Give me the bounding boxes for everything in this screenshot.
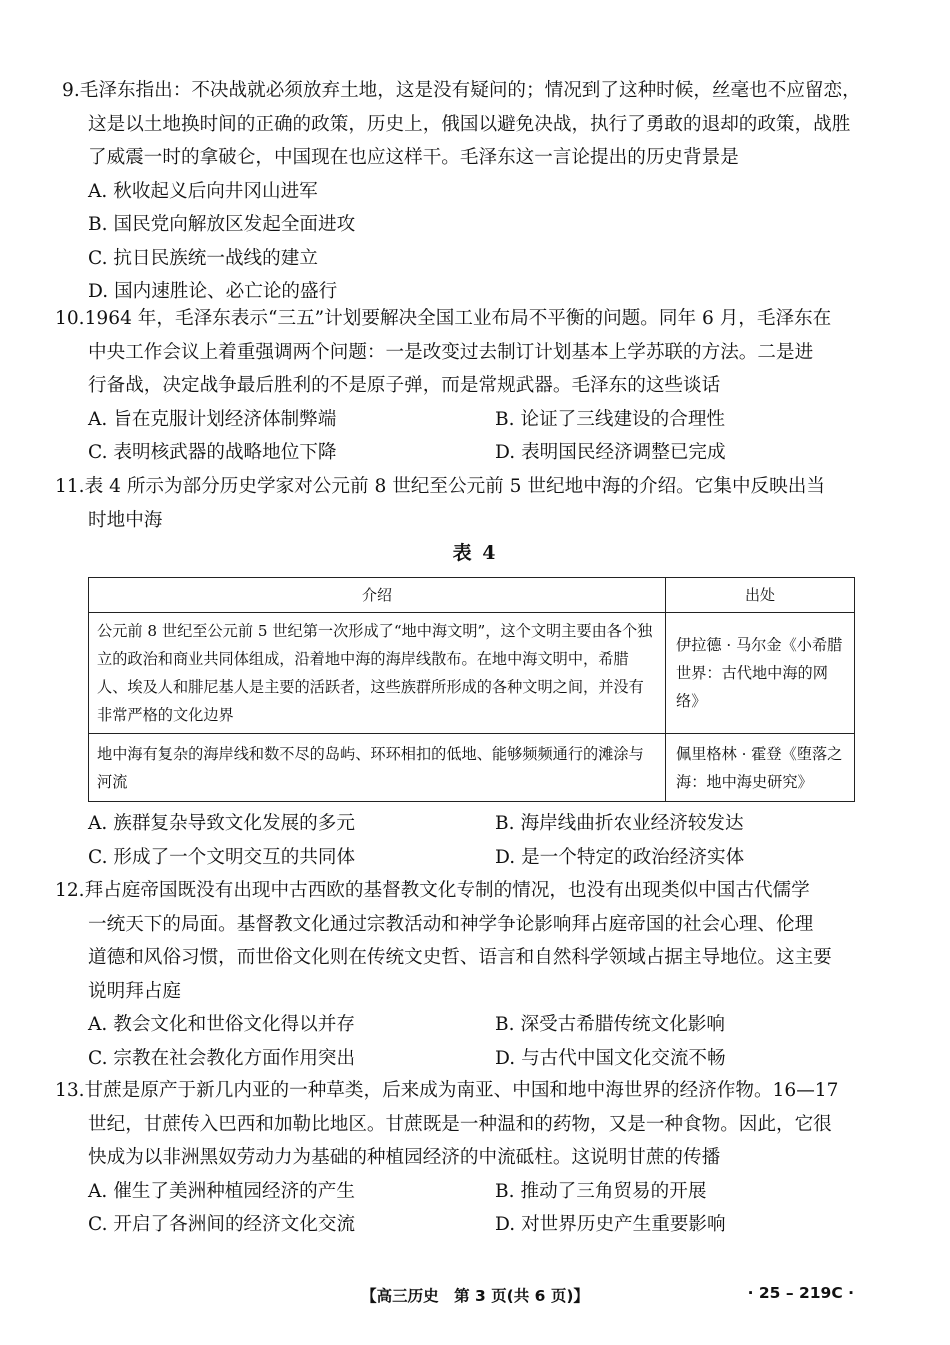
question-10-options: [55, 403, 865, 470]
stem-line: 甘蔗是原产于新几内亚的一种草类，后来成为南亚、中国和地中海世界的经济作物。16—17: [84, 1080, 839, 1101]
option-a: A. 族群复杂导致文化发展的多元: [88, 813, 355, 834]
table-cell-intro: 公元前 8 世纪至公元前 5 世纪第一次形成了“地中海文明”，这个文明主要由各个独立的政治和商业共同体组成，沿着地中海的海岸线散布。在地中海文明中，希腊人、埃及人和腓尼基人是主要的活跃者，这些族群所形成的各种文明之间，并没有非常严格的文化边界: [89, 613, 666, 734]
question-13: [55, 1074, 865, 1242]
question-13-stem: [55, 1074, 865, 1175]
stem-line: 中央工作会议上着重强调两个问题：一是改变过去制订计划基本上学苏联的方法。二是进: [88, 341, 814, 363]
table-header-intro: 介绍: [89, 578, 666, 613]
question-10-stem: [55, 302, 865, 403]
table-header-row: [89, 578, 855, 613]
question-11-stem: [55, 470, 865, 537]
option-a: A. 秋收起义后向井冈山进军: [88, 180, 318, 202]
table-4: [88, 577, 855, 802]
table-header-source: 出处: [666, 578, 855, 613]
question-number: 11.: [55, 476, 85, 497]
table-cell-intro: 地中海有复杂的海岸线和数不尽的岛屿、环环相扣的低地、能够频频通行的滩涂与河流: [89, 734, 666, 802]
question-9-options: [62, 175, 862, 309]
question-11-options: [55, 807, 865, 874]
stem-line: 快成为以非洲黑奴劳动力为基础的种植园经济的中流砥柱。这说明甘蔗的传播: [88, 1147, 721, 1168]
question-9: [62, 74, 862, 309]
table-row: [89, 613, 855, 734]
table-row: [89, 734, 855, 802]
question-11-options-block: [55, 807, 865, 874]
option-d: D. 表明国民经济调整已完成: [495, 442, 726, 463]
question-11: [55, 470, 865, 537]
option-b: B. 国民党向解放区发起全面进攻: [88, 214, 356, 235]
stem-line: 了威震一时的拿破仑，中国现在也应这样干。毛泽东这一言论提出的历史背景是: [88, 147, 739, 168]
table-title: 表 4: [452, 542, 498, 564]
stem-line: 时地中海: [88, 509, 163, 531]
question-number: 13.: [55, 1080, 85, 1101]
page-number-label: 【高三历史 第 3 页(共 6 页)】: [361, 1287, 589, 1305]
option-c: C. 表明核武器的战略地位下降: [88, 442, 337, 463]
stem-line: 一统天下的局面。基督教文化通过宗教活动和神学争论影响拜占庭帝国的社会心理、伦理: [88, 913, 814, 935]
stem-line: 这是以土地换时间的正确的政策，历史上，俄国以避免决战，执行了勇敢的退却的政策，战胜: [88, 113, 851, 135]
question-number: 10.: [55, 308, 85, 329]
stem-line: 世纪，甘蔗传入巴西和加勒比地区。甘蔗既是一种温和的药物，又是一种食物。因此，它很: [88, 1113, 832, 1135]
option-b: B. 论证了三线建设的合理性: [495, 408, 726, 430]
option-d: D. 对世界历史产生重要影响: [495, 1214, 726, 1235]
option-c: C. 宗教在社会教化方面作用突出: [88, 1047, 356, 1069]
question-13-options: [55, 1175, 865, 1242]
option-b: B. 推动了三角贸易的开展: [495, 1180, 707, 1202]
exam-code: · 25 – 219C ·: [747, 1284, 854, 1302]
stem-line: 毛泽东指出：不决战就必须放弃土地，这是没有疑问的；情况到了这种时候，丝毫也不应留恋，: [79, 80, 861, 101]
question-10: [55, 302, 865, 470]
table-cell-source: 伊拉德 · 马尔金《小希腊世界：古代地中海的网络》: [666, 613, 855, 734]
option-a: A. 旨在克服计划经济体制弊端: [88, 408, 337, 430]
option-d: D. 与古代中国文化交流不畅: [495, 1047, 726, 1069]
option-c: C. 形成了一个文明交互的共同体: [88, 846, 356, 868]
option-b: B. 海岸线曲折农业经济较发达: [495, 813, 744, 834]
stem-line: 行备战，决定战争最后胜利的不是原子弹，而是常规武器。毛泽东的这些谈话: [88, 375, 721, 396]
stem-line: 表 4 所示为部分历史学家对公元前 8 世纪至公元前 5 世纪地中海的介绍。它集中反映出当: [84, 476, 825, 497]
option-c: C. 开启了各洲间的经济文化交流: [88, 1214, 356, 1235]
question-number: 9.: [62, 80, 80, 101]
question-number: 12.: [55, 880, 85, 901]
option-a: A. 催生了美洲种植园经济的产生: [88, 1180, 355, 1202]
table-cell-source: 佩里格林 · 霍登《堕落之海：地中海史研究》: [666, 734, 855, 802]
option-c: C. 抗日民族统一战线的建立: [88, 247, 318, 269]
question-12-stem: [55, 874, 865, 1008]
stem-line: 拜占庭帝国既没有出现中古西欧的基督教文化专制的情况，也没有出现类似中国古代儒学: [84, 880, 810, 901]
option-d: D. 是一个特定的政治经济实体: [495, 846, 745, 868]
stem-line: 1964 年，毛泽东表示“三五”计划要解决全国工业布局不平衡的问题。同年 6 月，毛泽东在: [84, 308, 832, 329]
question-9-stem: [62, 74, 862, 175]
option-a: A. 教会文化和世俗文化得以并存: [88, 1014, 355, 1035]
question-12: [55, 874, 865, 1075]
stem-line: 说明拜占庭: [88, 980, 181, 1002]
stem-line: 道德和风俗习惯，而世俗文化则在传统文史哲、语言和自然科学领域占据主导地位。这主要: [88, 947, 832, 968]
option-b: B. 深受古希腊传统文化影响: [495, 1014, 726, 1035]
question-12-options: [55, 1008, 865, 1075]
option-d: D. 国内速胜论、必亡论的盛行: [88, 281, 338, 302]
